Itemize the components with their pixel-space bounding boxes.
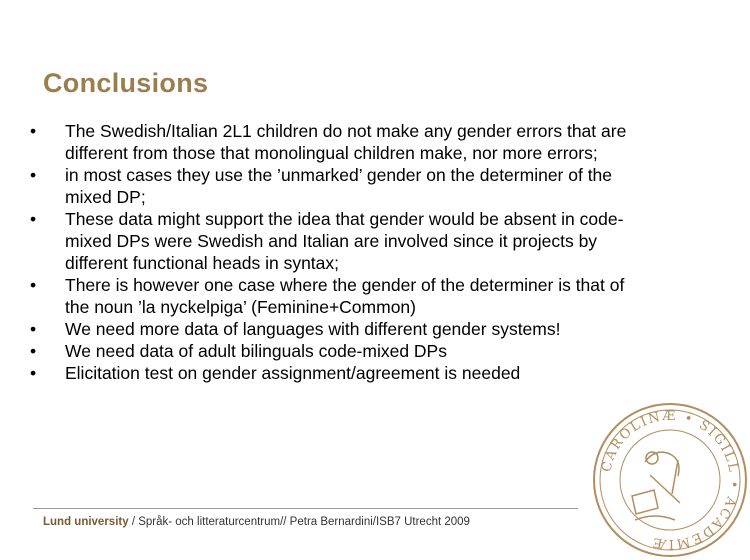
bullet-text: We need more data of languages with different gender systems!: [65, 319, 561, 339]
footer-divider: [33, 508, 578, 509]
bullet-text: We need data of adult bilinguals code-mixed DPs: [65, 341, 447, 361]
slide-title: Conclusions: [43, 68, 209, 98]
bullet-item: [30, 340, 640, 362]
bullet-item: [30, 164, 640, 208]
bullet-marker: •: [30, 165, 37, 185]
footer-details: / Språk- och litteraturcentrum// Petra Bernardini/ISB7 Utrecht 2009: [128, 516, 470, 528]
university-seal-logo: [590, 400, 742, 552]
bullet-item: [30, 208, 640, 274]
bullet-text: There is however one case where the gender of the determiner is that of the noun ’la nyckelpiga’ (Feminine+Common): [65, 275, 625, 317]
bullet-item: [30, 274, 640, 318]
bullet-text: The Swedish/Italian 2L1 children do not make any gender errors that are different from those that monolingual children make, nor more errors;: [65, 121, 627, 163]
bullet-marker: •: [30, 363, 37, 383]
footer: [43, 516, 470, 528]
bullet-item: [30, 120, 640, 164]
bullet-marker: •: [30, 319, 37, 339]
bullet-text: These data might support the idea that gender would be absent in code-mixed DPs were Swedish and Italian are involved since it projects by different functional heads in syntax;: [65, 209, 624, 273]
bullet-text: in most cases they use the ’unmarked’ gender on the determiner of the mixed DP;: [65, 165, 613, 207]
bullet-marker: •: [30, 341, 37, 361]
bullet-text: Elicitation test on gender assignment/agreement is needed: [65, 363, 521, 383]
bullet-marker: •: [30, 275, 37, 295]
seal-graphic: [590, 400, 750, 560]
bullet-list: [30, 120, 640, 384]
bullet-item: [30, 362, 640, 384]
footer-institution: Lund university: [43, 516, 129, 528]
bullet-marker: •: [30, 121, 37, 141]
seal-lettering: CAROLINÆ • SIGILL • ACADEMIÆ: [599, 408, 742, 552]
bullet-marker: •: [30, 209, 37, 229]
bullet-item: [30, 318, 640, 340]
